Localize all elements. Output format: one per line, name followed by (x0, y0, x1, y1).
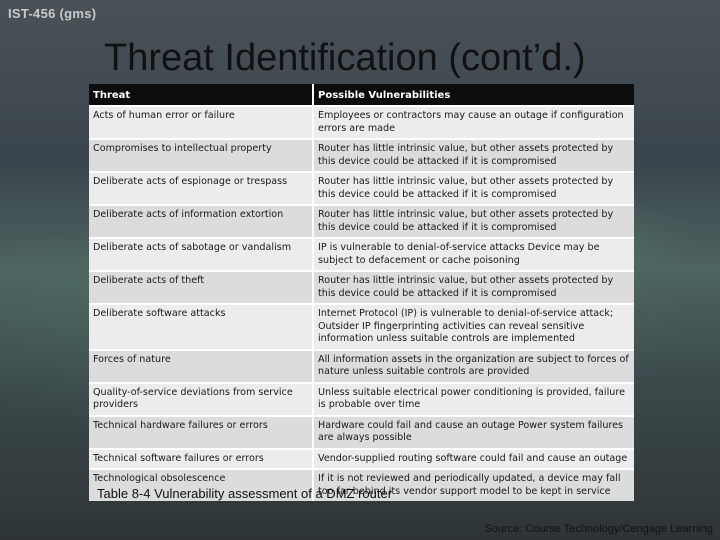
threat-cell: Deliberate acts of espionage or trespass (89, 172, 313, 205)
vulnerability-cell: If it is not reviewed and periodically updated, a device may fall too far behind its vendor support model to be kept in service (313, 469, 634, 501)
table-row (89, 416, 634, 449)
threat-cell: Deliberate acts of theft (89, 271, 313, 304)
vulnerability-cell: Router has little intrinsic value, but other assets protected by this device could be attacked if it is compromised (313, 271, 634, 304)
source-credit: Source: Course Technology/Cengage Learning (484, 523, 713, 535)
vulnerability-table (89, 84, 634, 501)
table-row (89, 205, 634, 238)
column-header-vulnerabilities: Possible Vulnerabilities (313, 84, 634, 106)
table-row (89, 172, 634, 205)
table-caption: Table 8-4 Vulnerability assessment of a DMZ router (97, 486, 393, 501)
slide-title: Threat Identification (cont’d.) (104, 37, 586, 79)
table-row (89, 238, 634, 271)
table-row (89, 271, 634, 304)
vulnerability-cell: Router has little intrinsic value, but other assets protected by this device could be attacked if it is compromised (313, 205, 634, 238)
table-row (89, 383, 634, 416)
table-row (89, 304, 634, 350)
table-row (89, 449, 634, 470)
threat-cell: Deliberate acts of information extortion (89, 205, 313, 238)
table-header-row (89, 84, 634, 106)
threat-cell: Technical hardware failures or errors (89, 416, 313, 449)
vulnerability-cell: Internet Protocol (IP) is vulnerable to denial-of-service attack; Outsider IP fingerprinting activities can reveal sensitive information unless suitable controls are implemented (313, 304, 634, 350)
vulnerability-cell: Vendor-supplied routing software could fail and cause an outage (313, 449, 634, 470)
threat-cell: Forces of nature (89, 350, 313, 383)
threat-cell: Technological obsolescence (89, 469, 313, 501)
vulnerability-cell: All information assets in the organization are subject to forces of nature unless suitable controls are provided (313, 350, 634, 383)
vulnerability-cell: Unless suitable electrical power conditioning is provided, failure is probable over time (313, 383, 634, 416)
vulnerability-cell: Router has little intrinsic value, but other assets protected by this device could be attacked if it is compromised (313, 139, 634, 172)
threat-cell: Technical software failures or errors (89, 449, 313, 470)
course-label: IST-456 (gms) (8, 6, 97, 21)
threat-cell: Quality-of-service deviations from service providers (89, 383, 313, 416)
vulnerability-cell: IP is vulnerable to denial-of-service attacks Device may be subject to defacement or cache poisoning (313, 238, 634, 271)
threat-cell: Deliberate acts of sabotage or vandalism (89, 238, 313, 271)
column-header-threat: Threat (89, 84, 313, 106)
table-row (89, 350, 634, 383)
table-row (89, 139, 634, 172)
table-row (89, 106, 634, 139)
vulnerability-cell: Employees or contractors may cause an outage if configuration errors are made (313, 106, 634, 139)
threat-cell: Acts of human error or failure (89, 106, 313, 139)
threat-cell: Deliberate software attacks (89, 304, 313, 350)
vulnerability-cell: Hardware could fail and cause an outage Power system failures are always possible (313, 416, 634, 449)
threat-cell: Compromises to intellectual property (89, 139, 313, 172)
vulnerability-cell: Router has little intrinsic value, but other assets protected by this device could be attacked if it is compromised (313, 172, 634, 205)
